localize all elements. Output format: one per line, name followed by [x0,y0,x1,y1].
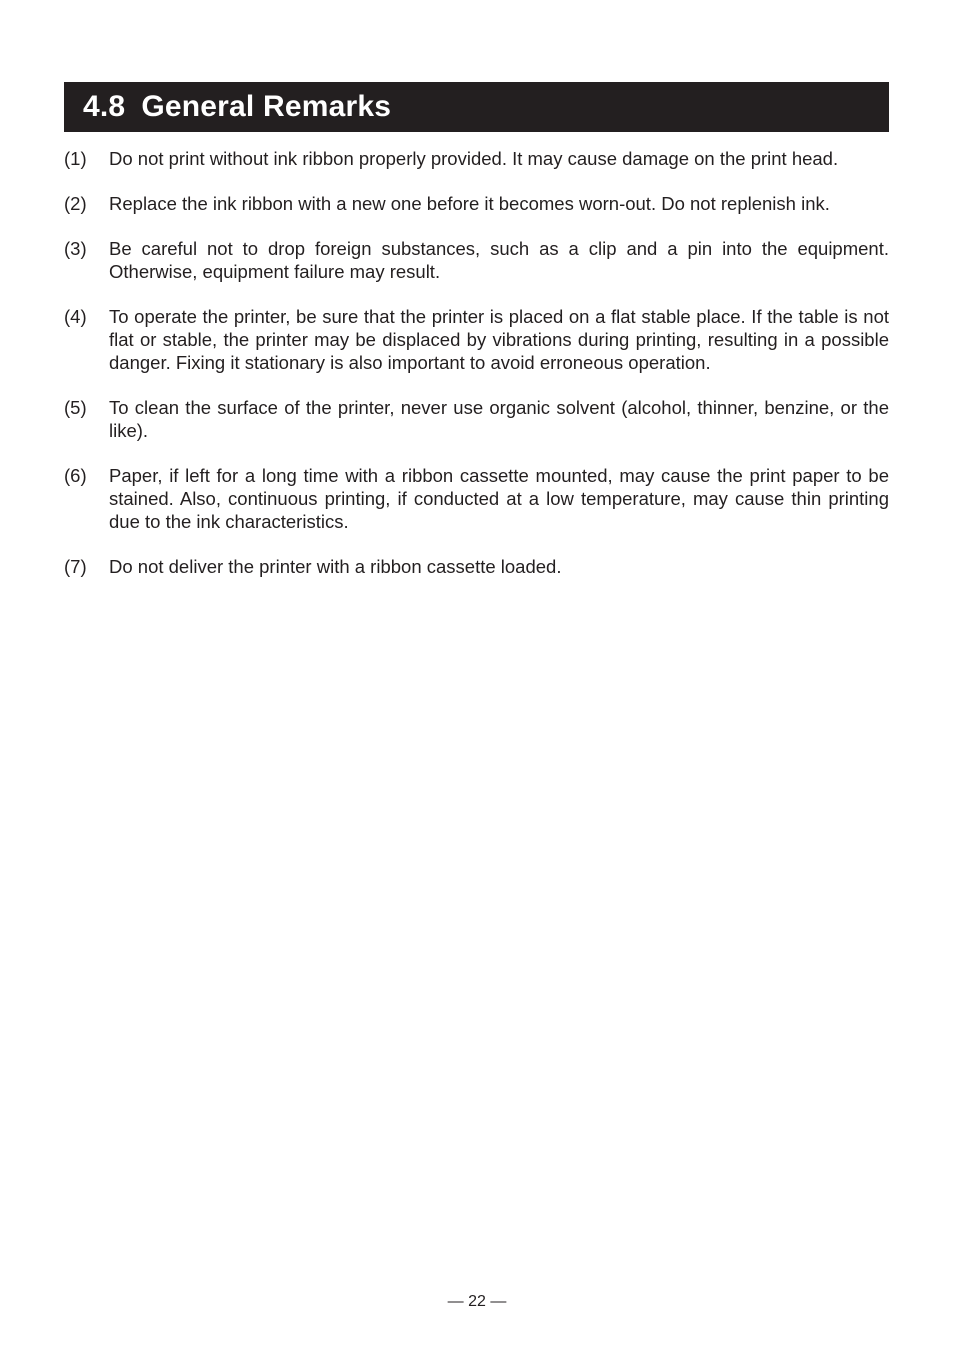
section-title-text: General Remarks [141,90,392,123]
list-item [64,192,889,215]
item-marker: (2) [64,193,87,214]
item-marker: (4) [64,306,87,327]
item-text: To operate the printer, be sure that the printer is placed on a flat stable place. If the table is not flat or stable, the printer may be displaced by vibrations during printing, resulting in a possible danger. Fixing it stationary is also important to avoid erroneous operation. [109,306,889,373]
item-marker: (6) [64,465,87,486]
item-text: Paper, if left for a long time with a ribbon cassette mounted, may cause the print paper to be stained. Also, continuous printing, if conducted at a low temperature, may cause thin printing due to the ink characteristics. [109,465,889,532]
page-number: — 22 — [447,1293,507,1310]
section-header [64,82,889,132]
item-text: To clean the surface of the printer, never use organic solvent (alcohol, thinner, benzine, or the like). [109,397,889,441]
section-title [83,92,391,122]
item-marker: (5) [64,397,87,418]
list-item [64,464,889,533]
item-marker: (1) [64,148,87,169]
list-item [64,555,889,578]
remarks-list [64,147,889,600]
item-text: Do not print without ink ribbon properly provided. It may cause damage on the print head. [109,148,839,169]
item-marker: (3) [64,238,87,259]
item-text: Do not deliver the printer with a ribbon cassette loaded. [109,556,562,577]
list-item [64,396,889,442]
item-text: Be careful not to drop foreign substances, such as a clip and a pin into the equipment. Otherwise, equipment failure may result. [109,238,889,282]
section-number: 4.8 [83,90,126,123]
item-text: Replace the ink ribbon with a new one before it becomes worn-out. Do not replenish ink. [109,193,830,214]
list-item [64,147,889,170]
list-item [64,237,889,283]
list-item [64,305,889,374]
item-marker: (7) [64,556,87,577]
